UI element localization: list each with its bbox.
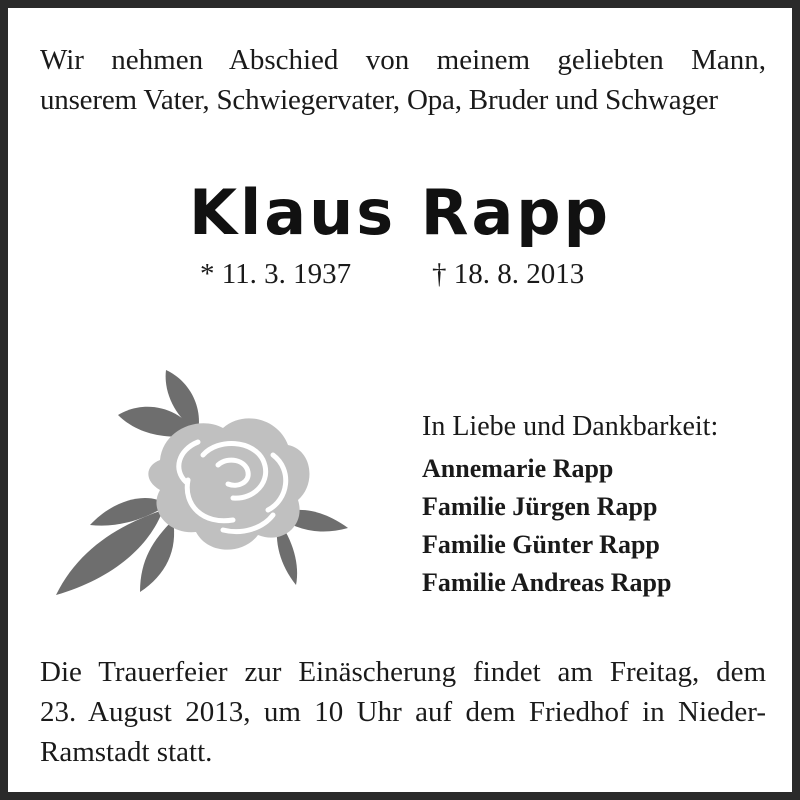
intro-text — [40, 40, 766, 120]
death-date: † 18. 8. 2013 — [432, 258, 585, 290]
funeral-notice — [40, 652, 766, 772]
funeral-notice-line-2: 23. August 2013, um 10 Uhr auf dem Friedhof in Nieder- — [40, 696, 766, 728]
mourner-name: Familie Andreas Rapp — [422, 568, 672, 597]
birth-date: * 11. 3. 1937 — [200, 258, 352, 290]
mourner-name: Familie Jürgen Rapp — [422, 492, 658, 521]
intro-line-1: Wir nehmen Abschied von meinem geliebten Mann, — [40, 44, 766, 76]
obituary-card — [8, 8, 792, 792]
rose-icon — [48, 360, 358, 600]
mourners-list — [422, 450, 782, 602]
mourner-name: Annemarie Rapp — [422, 454, 614, 483]
intro-line-2: unserem Vater, Schwiegervater, Opa, Bruder und Schwager — [40, 84, 718, 116]
life-dates — [200, 258, 620, 298]
funeral-notice-line-1: Die Trauerfeier zur Einäscherung findet am Freitag, dem — [40, 656, 766, 688]
mourner-name: Familie Günter Rapp — [422, 530, 660, 559]
mourners-block — [422, 408, 782, 602]
funeral-notice-line-3: Ramstadt statt. — [40, 736, 213, 768]
mourners-intro: In Liebe und Dankbarkeit: — [422, 411, 719, 442]
deceased-name: Klaus Rapp — [188, 176, 612, 249]
